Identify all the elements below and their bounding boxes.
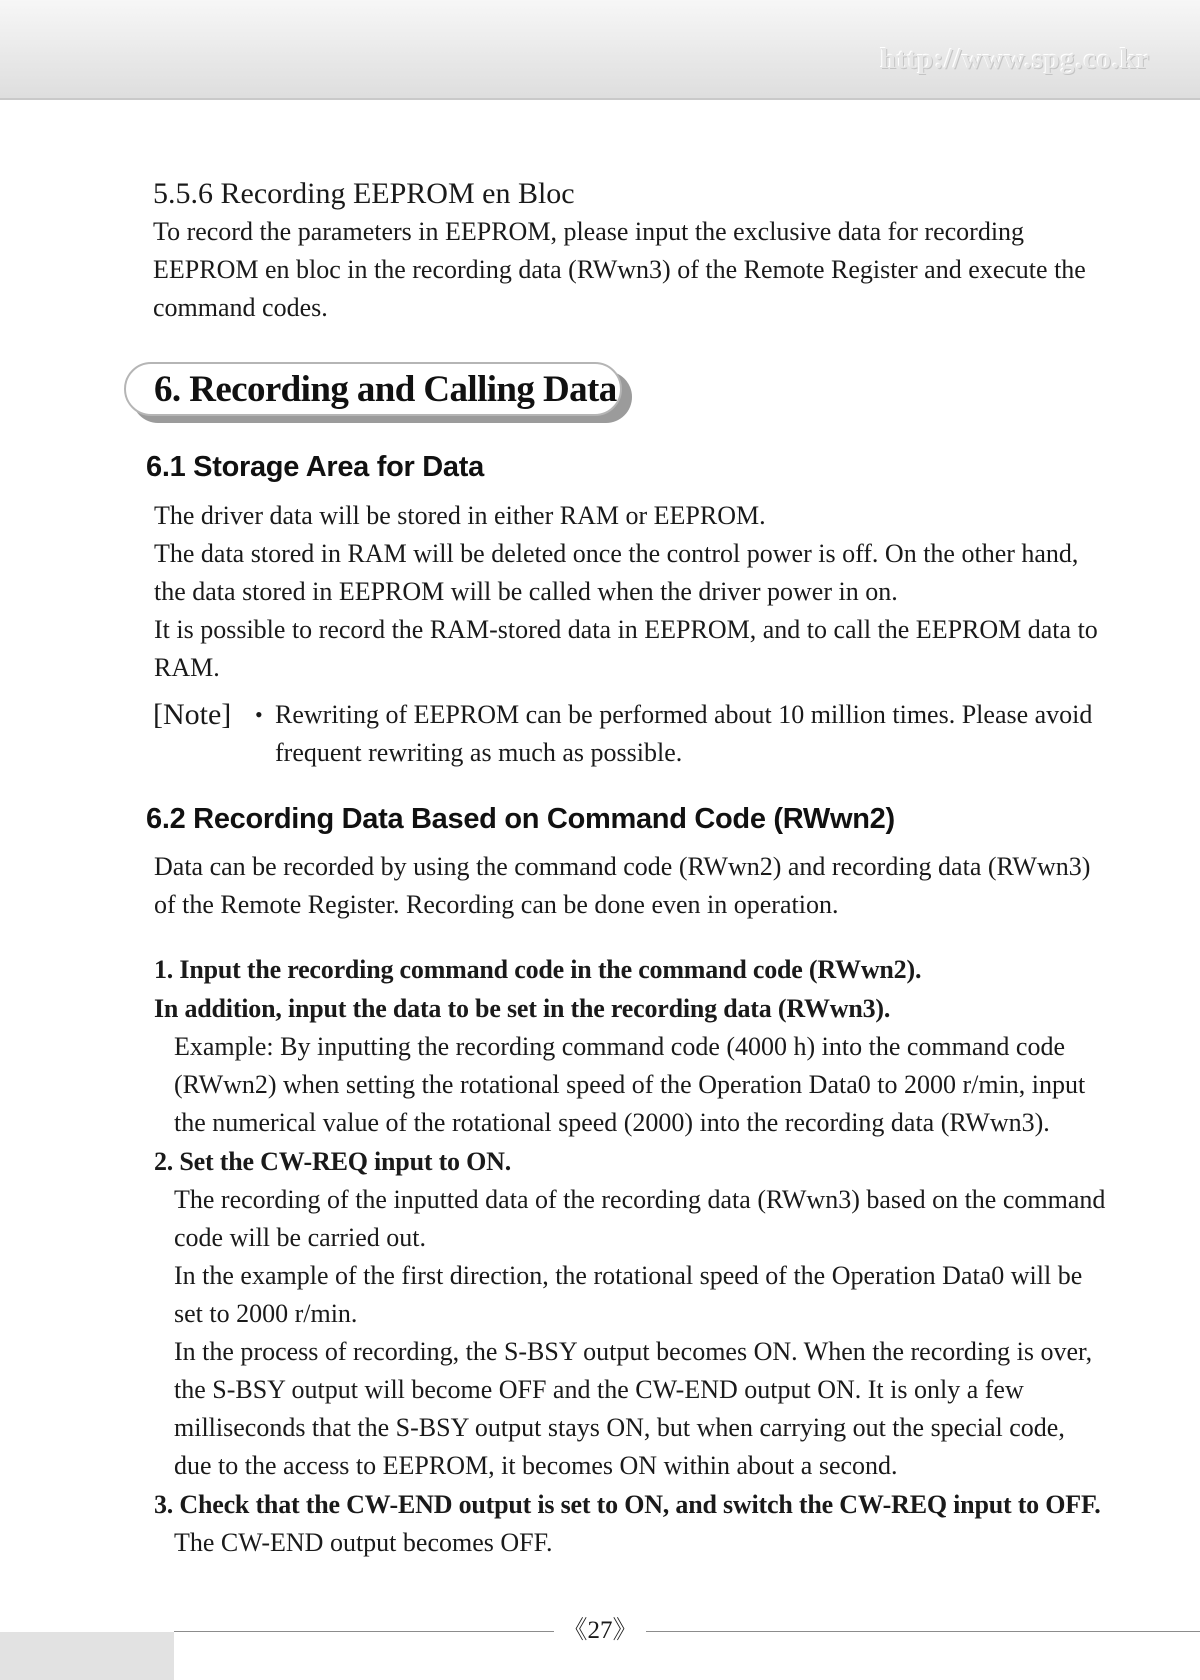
page-number: 《27》 (560, 1612, 640, 1650)
note-label: [Note] (153, 698, 232, 731)
step-line: In the process of recording, the S-BSY output becomes ON. When the recording is over, (174, 1337, 1093, 1366)
section-5-5-6-body (153, 213, 1153, 327)
step-list (154, 950, 1164, 1562)
section-6-1-body (154, 497, 1164, 687)
paragraph-line: EEPROM en bloc in the recording data (RWwn3) of the Remote Register and execute the (153, 255, 1086, 284)
step-line: In the example of the first direction, the rotational speed of the Operation Data0 will be (174, 1261, 1083, 1290)
note-text (275, 696, 1135, 772)
paragraph-line: The data stored in RAM will be deleted once the control power is off. On the other hand, (154, 539, 1079, 568)
section-5-5-6-title: 5.5.6 Recording EEPROM en Bloc (153, 177, 575, 210)
step-3-body (154, 1524, 1164, 1562)
note-line: frequent rewriting as much as possible. (275, 738, 683, 767)
step-1-title-cont: In addition, input the data to be set in the recording data (RWwn3). (154, 994, 891, 1023)
step-2-body (154, 1181, 1164, 1485)
chapter-heading-box (124, 362, 634, 422)
paragraph-line: The driver data will be stored in either RAM or EEPROM. (154, 501, 766, 530)
note-line: Rewriting of EEPROM can be performed about 10 million times. Please avoid (275, 700, 1093, 729)
section-6-2-body (154, 848, 1164, 924)
step-line: Example: By inputting the recording command code (4000 h) into the command code (174, 1032, 1065, 1061)
paragraph-line: command codes. (153, 293, 328, 322)
note-bullet-icon: • (255, 702, 263, 727)
step-line: code will be carried out. (174, 1223, 426, 1252)
step-line: set to 2000 r/min. (174, 1299, 358, 1328)
header-url: http://www.spg.co.kr (880, 44, 1150, 75)
section-6-1-title: 6.1 Storage Area for Data (146, 451, 484, 483)
page-header-band (0, 0, 1200, 100)
footer-rule-right (646, 1631, 1200, 1632)
paragraph-line: Data can be recorded by using the command code (RWwn2) and recording data (RWwn3) (154, 852, 1091, 881)
step-line: The recording of the inputted data of the recording data (RWwn3) based on the command (174, 1185, 1106, 1214)
footer-tab (0, 1632, 174, 1680)
step-line: The CW-END output becomes OFF. (174, 1528, 553, 1557)
chapter-title: 6. Recording and Calling Data (154, 368, 617, 410)
paragraph-line: RAM. (154, 653, 220, 682)
step-line: milliseconds that the S-BSY output stays ON, but when carrying out the special code, (174, 1413, 1065, 1442)
step-line: the S-BSY output will become OFF and the CW-END output ON. It is only a few (174, 1375, 1024, 1404)
step-line: (RWwn2) when setting the rotational speed of the Operation Data0 to 2000 r/min, input (174, 1070, 1086, 1099)
note-block (153, 696, 1163, 772)
step-line: due to the access to EEPROM, it becomes ON within about a second. (174, 1451, 898, 1480)
step-2-title: 2. Set the CW-REQ input to ON. (154, 1147, 512, 1176)
step-line: the numerical value of the rotational speed (2000) into the recording data (RWwn3). (174, 1108, 1050, 1137)
step-1-title: 1. Input the recording command code in the command code (RWwn2). (154, 955, 922, 984)
paragraph-line: It is possible to record the RAM-stored data in EEPROM, and to call the EEPROM data to (154, 615, 1098, 644)
step-3-title: 3. Check that the CW-END output is set to ON, and switch the CW-REQ input to OFF. (154, 1490, 1101, 1519)
footer-rule-left (174, 1631, 554, 1632)
chapter-heading-pill (124, 362, 622, 416)
step-1-body (154, 1028, 1164, 1142)
paragraph-line: the data stored in EEPROM will be called when the driver power in on. (154, 577, 898, 606)
paragraph-line: To record the parameters in EEPROM, please input the exclusive data for recording (153, 217, 1025, 246)
paragraph-line: of the Remote Register. Recording can be done even in operation. (154, 890, 839, 919)
section-6-2-title: 6.2 Recording Data Based on Command Code (RWwn2) (146, 803, 895, 835)
